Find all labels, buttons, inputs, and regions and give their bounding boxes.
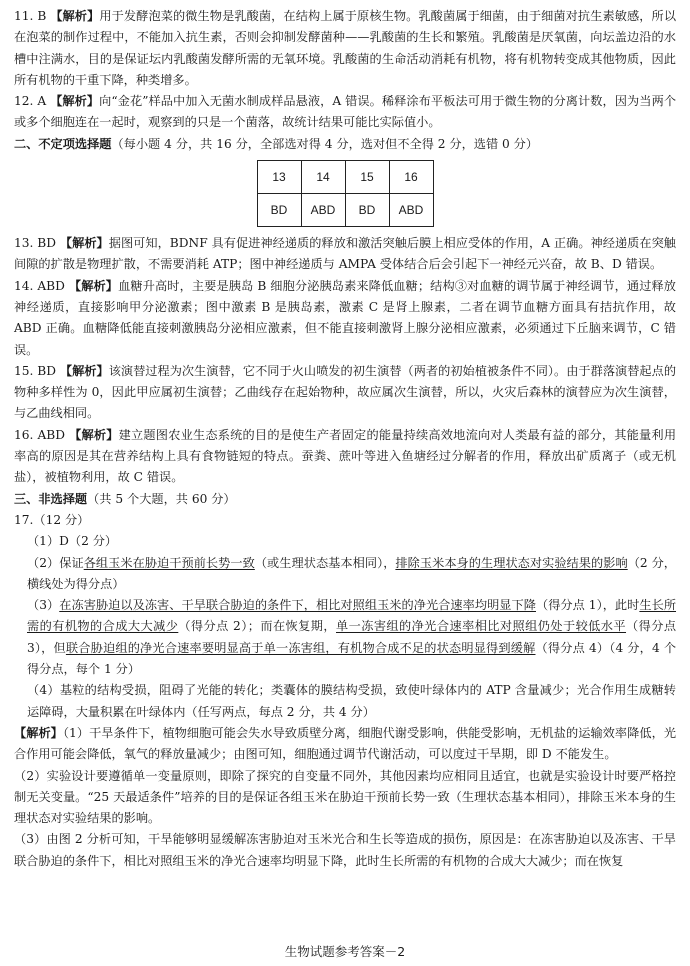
- answer-table-number: 14: [301, 161, 345, 194]
- q17-answer-1: （1）D（2 分）: [27, 534, 118, 549]
- section3-title: 三、非选择题: [14, 491, 88, 506]
- q13-number: 13. BD: [14, 236, 60, 251]
- answer-table-answer: BD: [345, 194, 389, 227]
- q17-analysis-2: （2）实验设计要遵循单一变量原则，即除了探究的自变量不同外，其他因素均应相同且适宜，也就是实验设计时要严格控制无关变量。“25 天最适条件”培养的目的是保证各组玉米在胁迫干预前长势一致（生理状态基本相同），排除玉米本身的生理状态对实验结果的影响。: [14, 768, 676, 826]
- q17-a3-text-1: （得分点 1），此时: [535, 598, 640, 613]
- q17-a3-text-3: （得分点 3），但: [27, 619, 677, 655]
- q16-analysis-tag: 【解析】: [69, 427, 119, 442]
- q13-analysis-tag: 【解析】: [59, 236, 109, 251]
- q17-answer-4: （4）基粒的结构受损，阻碍了光能的转化；类囊体的膜结构受损，致使叶绿体内的 ATP 含量减少；光合作用生成糖转运障碍，大量积累在叶绿体内（任写两点，每点 2 分，共 4 分）: [27, 683, 676, 719]
- section2-note: （每小题 4 分，共 16 分，全部选对得 4 分，选对但不全得 2 分，选错 0 分）: [111, 136, 539, 151]
- q17-answer-2: [14, 553, 676, 596]
- q15-paragraph: [14, 361, 676, 425]
- q14-text: 血糖升高时，主要是胰岛 B 细胞分泌胰岛素来降低血糖；结构③对血糖的调节属于神经调节，通过释放神经递质，直接影响甲分泌激素；图中激素 B 是胰岛素，激素 C 是肾上腺素，二者在调节血糖方面具有拮抗作用，故 ABD 正确。血糖降低能直接刺激胰岛分泌相应激素，但不能直接刺激肾上腺分泌相应激素，必须通过下丘脑来调节，C 错误。: [14, 278, 676, 357]
- answer-table-answer: ABD: [389, 194, 433, 227]
- q17-a3-text-4: （得分点 4）（4 分，4 个得分点，每个 1 分）: [27, 640, 677, 677]
- q13-text: 据图可知，BDNF 具有促进神经递质的释放和激活突触后膜上相应受体的作用，A 正确。神经递质在突触间隙的扩散是物理扩散，不需要消耗 ATP；图中神经递质与 AMPA 受体结合后会引起下一神经元兴奋，故 B、D 错误。: [14, 236, 676, 272]
- q16-text: 建立题图农业生态系统的目的是使生产者固定的能量持续高效地流向对人类最有益的部分，其能量利用率高的原因是其在营养结构上具有食物链短的特点。蚕粪、蔗叶等进入鱼塘经过分解者的作用，释放出矿质离子（或无机盐），被植物利用，故 C 错误。: [14, 427, 677, 485]
- answer-table-number: 15: [345, 161, 389, 194]
- section3-heading: [14, 489, 676, 510]
- q17-analysis-1: [14, 723, 676, 766]
- q17-answer-3: [14, 595, 676, 680]
- q17-a3-prefix: （3）: [27, 598, 60, 613]
- section2-title: 二、不定项选择题: [14, 136, 112, 151]
- page-footer: 生物试题参考答案－2: [284, 944, 406, 959]
- q17-a3-scoring-point-3: 单一冻害组的净光合速率相比对照组仍处于较低水平: [336, 619, 627, 634]
- section2-heading: [14, 134, 676, 155]
- q17-a2-middle: （或生理状态基本相同），: [254, 555, 396, 570]
- q11-text: 用于发酵泡菜的微生物是乳酸菌，在结构上属于原核生物。乳酸菌属于细菌，由于细菌对抗生素敏感，所以在泡菜的制作过程中，不能加入抗生素，否则会抑制发酵菌种——乳酸菌的生长和繁殖。乳酸菌是厌氧菌，向坛盖边沿的水槽中注满水，目的是保证坛内乳酸菌发酵所需的无氧环境。乳酸菌的生命活动消耗有机物，将有机物转变成其他物质，因此所有机物的干重下降，种类增多。: [14, 9, 677, 87]
- q17-a2-note: （2 分，横线处为得分点）: [27, 555, 676, 591]
- q17-a3-scoring-point-1: 在冻害胁迫以及冻害、干旱联合胁迫的条件下，相比对照组玉米的净光合速率均明显下降: [59, 598, 536, 613]
- q12-number: 12. A: [14, 94, 51, 109]
- answer-table-answer: ABD: [301, 194, 345, 227]
- q11-analysis-tag: 【解析】: [50, 9, 100, 23]
- q14-paragraph: [14, 276, 676, 361]
- section3-note: （共 5 个大题，共 60 分）: [87, 491, 236, 506]
- q12-text: 向“金花”样品中加入无菌水制成样品悬液，A 错误。稀释涂布平板法可用于微生物的分离计数，因为当两个或多个细胞连在一起时，观察到的只是一个菌落，故统计结果可能比实际值小。: [14, 94, 677, 130]
- q16-paragraph: [14, 425, 676, 489]
- q12-analysis-tag: 【解析】: [50, 94, 100, 109]
- q17-a2-scoring-point-1: 各组玉米在胁迫干预前长势一致: [83, 555, 255, 570]
- q17-analysis-tag: 【解析】: [14, 725, 63, 740]
- q17-analysis-3: （3）由图 2 分析可知，干旱能够明显缓解冻害胁迫对玉米光合和生长等造成的损伤，原因是：在冻害胁迫以及冻害、干旱联合胁迫的条件下，相比对照组玉米的净光合速率均明显下降，此时生长所需的有机物的合成大大减少；而在恢复: [14, 832, 676, 868]
- q17-a2-prefix: （2）保证: [27, 555, 84, 570]
- q11-paragraph: [14, 6, 676, 91]
- answer-table-number: 13: [257, 161, 301, 194]
- answer-table-numbers-row: [257, 161, 433, 194]
- q17-a2-scoring-point-2: 排除玉米本身的生理状态对实验结果的影响: [395, 555, 628, 570]
- q16-number: 16. ABD: [14, 427, 70, 442]
- q17-a3-scoring-point-2: 生长所需的有机物的合成大大减少: [27, 598, 677, 634]
- answer-table-answer: BD: [257, 194, 301, 227]
- q15-analysis-tag: 【解析】: [59, 363, 109, 378]
- answer-table-answers-row: [257, 194, 433, 227]
- q15-number: 15. BD: [14, 363, 60, 378]
- q12-paragraph: [14, 91, 676, 134]
- q14-number: 14. ABD: [14, 278, 69, 293]
- q14-analysis-tag: 【解析】: [68, 278, 119, 293]
- answer-table-number: 16: [389, 161, 433, 194]
- q15-text: 该演替过程为次生演替，它不同于火山喷发的初生演替（两者的初始植被条件不同）。由于群落演替起点的物种多样性为 0，因此甲应属初生演替；乙曲线存在起始物种，故应属次生演替，所以，火灾后森林的演替应为次生演替，与乙曲线相同。: [14, 363, 677, 421]
- answer-table: [257, 160, 434, 227]
- q17-heading: 17.（12 分）: [14, 512, 90, 527]
- q17-a3-text-2: （得分点 2）；而在恢复期，: [178, 619, 336, 634]
- q11-number: 11. B: [14, 9, 51, 23]
- q13-paragraph: [14, 233, 676, 276]
- q17-analysis-1-text: （1）干旱条件下，植物细胞可能会失水导致质壁分离，细胞代谢受影响，供能受影响，无机盐的运输效率降低，光合作用可能会降低，氧气的释放量减少；由图可知，细胞通过调节代谢活动，可以度过干旱期，即 D 不能发生。: [14, 725, 677, 762]
- q17-a3-scoring-point-4: 联合胁迫组的净光合速率要明显高于单一冻害组，有机物合成不足的状态明显得到缓解: [65, 640, 536, 655]
